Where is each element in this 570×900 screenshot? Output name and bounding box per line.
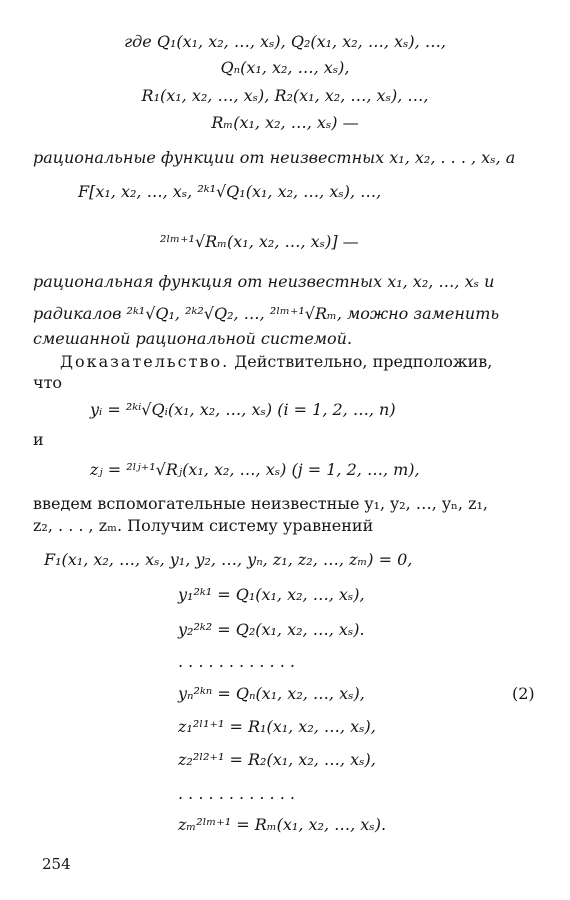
system-ellipsis-1: . . . . . . . . . . . . (178, 652, 295, 671)
equation-z: zⱼ = ²ˡʲ⁺¹√Rⱼ(x₁, x₂, …, xₛ) (j = 1, 2, …, m), (90, 460, 420, 479)
proof-line-2: что (33, 373, 63, 392)
system-ellipsis-2: . . . . . . . . . . . . (178, 784, 295, 803)
system-equation-y1: y₁²ᵏ¹ = Q₁(x₁, x₂, …, xₛ), (178, 585, 365, 604)
formula-r-line-1: R₁(x₁, x₂, …, xₛ), R₂(x₁, x₂, …, xₛ), …, (141, 86, 429, 105)
system-equation-z2: z₂²ˡ²⁺¹ = R₂(x₁, x₂, …, xₛ), (178, 750, 376, 769)
proof-heading: Доказательство. (60, 352, 230, 371)
formula-q-line-2: Qₙ(x₁, x₂, …, xₛ), (220, 58, 350, 77)
aux-line-1: введем вспомогательные неизвестные y₁, y₂, …, yₙ, z₁, (33, 494, 488, 513)
conjunction: и (33, 430, 44, 449)
system-equation-y2: y₂²ᵏ² = Q₂(x₁, x₂, …, xₛ). (178, 620, 365, 639)
system-equation-f: F₁(x₁, x₂, …, xₛ, y₁, y₂, …, yₙ, z₁, z₂, …, zₘ) = 0, (44, 550, 413, 569)
aux-line-2: z₂, . . . , zₘ. Получим систему уравнений (33, 516, 374, 535)
f-expression-line-1: F[x₁, x₂, …, xₛ, ²ᵏ¹√Q₁(x₁, x₂, …, xₛ), …, (78, 182, 382, 201)
system-equation-zm: zₘ²ˡᵐ⁺¹ = Rₘ(x₁, x₂, …, xₛ). (178, 815, 387, 834)
f-expression-line-2: ²ˡᵐ⁺¹√Rₘ(x₁, x₂, …, xₛ)] — (160, 232, 359, 251)
equation-y: yᵢ = ²ᵏⁱ√Qᵢ(x₁, x₂, …, xₛ) (i = 1, 2, …, n) (90, 400, 396, 419)
statement-line-2: радикалов ²ᵏ¹√Q₁, ²ᵏ²√Q₂, …, ²ˡᵐ⁺¹√Rₘ, можно заменить (33, 304, 500, 323)
formula-r-line-2: Rₘ(x₁, x₂, …, xₛ) — (211, 113, 359, 132)
proof-text: Действительно, предположив, (234, 352, 493, 371)
page-number: 254 (42, 855, 71, 873)
rational-functions-line: рациональные функции от неизвестных x₁, x₂, . . . , xₛ, а (33, 148, 516, 167)
formula-q-line-1: где Q₁(x₁, x₂, …, xₛ), Q₂(x₁, x₂, …, xₛ), …, (124, 32, 446, 51)
equation-number: (2) (512, 684, 535, 703)
statement-line-3: смешанной рациональной системой. (33, 329, 353, 348)
statement-line-1: рациональная функция от неизвестных x₁, x₂, …, xₛ и (33, 272, 495, 291)
system-equation-yn: yₙ²ᵏⁿ = Qₙ(x₁, x₂, …, xₛ), (178, 684, 365, 703)
proof-line-1 (60, 352, 492, 371)
system-equation-z1: z₁²ˡ¹⁺¹ = R₁(x₁, x₂, …, xₛ), (178, 717, 376, 736)
